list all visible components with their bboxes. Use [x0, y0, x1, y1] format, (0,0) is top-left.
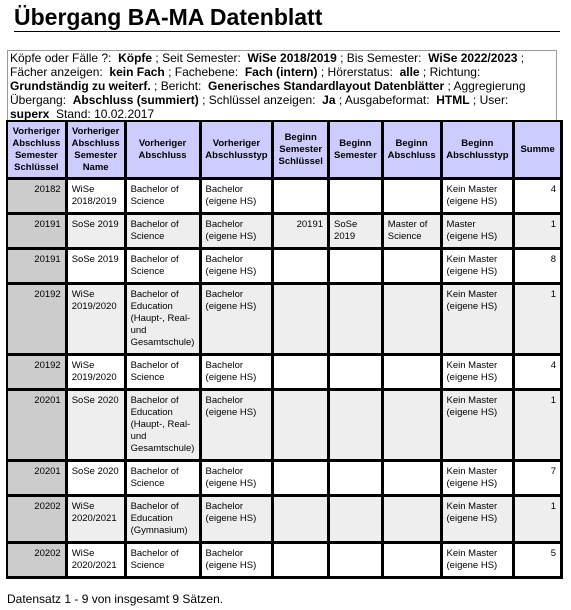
table-cell: 20201 [7, 390, 67, 461]
table-cell: Bachelor of Science [126, 214, 201, 249]
table-cell: 1 [514, 214, 562, 249]
table-cell: Bachelor of Science [126, 179, 201, 214]
param-label: Fachebene: [174, 65, 239, 79]
column-header: Vorheriger Abschlusstyp [201, 121, 274, 179]
param-label: Schlüssel anzeigen: [208, 93, 316, 107]
table-cell [383, 496, 442, 543]
table-cell: 8 [514, 249, 562, 284]
param-value: Abschluss (summiert) [72, 93, 199, 107]
table-cell [383, 461, 442, 496]
page-title: Übergang BA-MA Datenblatt [14, 3, 560, 32]
table-row [7, 284, 562, 355]
param-label: Seit Semester: [162, 51, 241, 65]
table-row [7, 496, 562, 543]
table-cell: SoSe 2019 [67, 249, 126, 284]
table-cell: Master (eigene HS) [442, 214, 515, 249]
table-cell: Bachelor of Education (Haupt-, Real- und Gesamtschule) [126, 284, 201, 355]
param-label: Ausgabeformat: [344, 93, 430, 107]
table-cell [273, 461, 329, 496]
table-cell [273, 355, 329, 390]
param-value: Fach (intern) [244, 65, 318, 79]
table-cell: Bachelor of Education (Gymnasium) [126, 496, 201, 543]
table-cell: Bachelor of Science [126, 249, 201, 284]
table-cell: 1 [514, 284, 562, 355]
results-table [6, 120, 563, 579]
table-cell: 4 [514, 355, 562, 390]
table-cell [329, 249, 383, 284]
table-row [7, 249, 562, 284]
table-cell: 20192 [7, 284, 67, 355]
table-cell [273, 543, 329, 578]
param-label: Bericht: [160, 79, 202, 93]
table-cell: 7 [514, 461, 562, 496]
param-label: Fächer anzeigen: [10, 65, 103, 79]
param-value: alle [399, 65, 420, 79]
param-label: Bis Semester: [346, 51, 422, 65]
param-value: kein Fach [109, 65, 165, 79]
column-header: Vorheriger Abschluss Semester Schlüssel [7, 121, 67, 179]
column-header: Beginn Semester [329, 121, 383, 179]
table-cell [329, 355, 383, 390]
column-header: Summe [514, 121, 562, 179]
param-label: Aggregierung Übergang: [10, 79, 526, 107]
param-value: Ja [322, 93, 336, 107]
param-label: Köpfe oder Fälle ?: [10, 51, 112, 65]
table-cell: Bachelor (eigene HS) [201, 284, 274, 355]
table-row [7, 355, 562, 390]
table-cell: Bachelor (eigene HS) [201, 496, 274, 543]
table-cell [383, 249, 442, 284]
table-cell: 20191 [7, 214, 67, 249]
table-cell [273, 496, 329, 543]
table-cell [329, 284, 383, 355]
table-row [7, 461, 562, 496]
table-cell: Kein Master (eigene HS) [442, 355, 515, 390]
table-cell: 5 [514, 543, 562, 578]
table-cell [383, 390, 442, 461]
table-cell: Bachelor (eigene HS) [201, 461, 274, 496]
table-cell: SoSe 2019 [67, 214, 126, 249]
table-cell: Bachelor (eigene HS) [201, 355, 274, 390]
param-value: superx [10, 107, 50, 121]
table-cell: 20202 [7, 496, 67, 543]
table-cell [329, 461, 383, 496]
table-cell [329, 496, 383, 543]
table-cell: Kein Master (eigene HS) [442, 179, 515, 214]
param-value: Generisches Standardlayout Datenblätter [208, 79, 445, 93]
param-label: Hörerstatus: [327, 65, 393, 79]
param-label: Stand: [56, 107, 91, 121]
table-cell: Bachelor (eigene HS) [201, 249, 274, 284]
table-cell [329, 179, 383, 214]
table-cell [273, 179, 329, 214]
table-cell: SoSe 2019 [329, 214, 383, 249]
table-cell: 20182 [7, 179, 67, 214]
table-cell: Bachelor of Science [126, 461, 201, 496]
report-parameters: Köpfe oder Fälle ?: Köpfe ; Seit Semester: WiSe 2018/2019 ; Bis Semester: WiSe 2022/2023 ; Fächer anzeigen: kein Fach ; Fachebene: Fach (intern) ; Hörerstatus: alle ; Richtung: Grundständig zu weiterf. ; Bericht: Generisches Standardlayout Datenblätter ; Aggregierung Übergang: Abschluss (summiert) ; Schlüssel anzeigen: Ja ; Ausgabeformat: HTML ; User: superx Stand: 10.02.2017 [7, 50, 557, 123]
table-cell: 20191 [273, 214, 329, 249]
table-cell: WiSe 2019/2020 [67, 284, 126, 355]
table-cell: SoSe 2020 [67, 390, 126, 461]
table-cell: Bachelor (eigene HS) [201, 179, 274, 214]
table-cell: Bachelor of Science [126, 355, 201, 390]
table-cell: 1 [514, 390, 562, 461]
column-header: Vorheriger Abschluss [126, 121, 201, 179]
table-cell: Kein Master (eigene HS) [442, 496, 515, 543]
table-header-row [7, 121, 562, 179]
column-header: Beginn Abschlusstyp [442, 121, 515, 179]
column-header: Vorheriger Abschluss Semester Name [67, 121, 126, 179]
table-cell: WiSe 2020/2021 [67, 543, 126, 578]
table-cell: WiSe 2020/2021 [67, 496, 126, 543]
table-cell [329, 543, 383, 578]
table-row [7, 390, 562, 461]
table-cell [329, 390, 383, 461]
table-cell: Kein Master (eigene HS) [442, 284, 515, 355]
table-cell: Bachelor of Science [126, 543, 201, 578]
table-cell: Bachelor (eigene HS) [201, 543, 274, 578]
table-cell [273, 284, 329, 355]
table-cell [383, 179, 442, 214]
table-cell: 20192 [7, 355, 67, 390]
table-cell: 4 [514, 179, 562, 214]
param-value: HTML [436, 93, 470, 107]
table-cell: Kein Master (eigene HS) [442, 390, 515, 461]
param-label: Richtung: [429, 65, 481, 79]
table-cell: 1 [514, 496, 562, 543]
param-label: User: [479, 93, 509, 107]
table-cell [273, 390, 329, 461]
param-value: WiSe 2022/2023 [428, 51, 518, 65]
table-cell: Kein Master (eigene HS) [442, 249, 515, 284]
table-cell: WiSe 2018/2019 [67, 179, 126, 214]
table-row [7, 214, 562, 249]
table-cell: 20201 [7, 461, 67, 496]
table-cell [273, 249, 329, 284]
param-value: Grundständig zu weiterf. [10, 79, 151, 93]
table-cell: Bachelor (eigene HS) [201, 390, 274, 461]
record-count: Datensatz 1 - 9 von insgesamt 9 Sätzen. [7, 592, 224, 606]
table-cell: Kein Master (eigene HS) [442, 543, 515, 578]
column-header: Beginn Abschluss [383, 121, 442, 179]
table-cell: Master of Science [383, 214, 442, 249]
table-row [7, 179, 562, 214]
column-header: Beginn Semester Schlüssel [273, 121, 329, 179]
table-cell: Bachelor (eigene HS) [201, 214, 274, 249]
table-row [7, 543, 562, 578]
table-cell: WiSe 2019/2020 [67, 355, 126, 390]
table-cell: Bachelor of Education (Haupt-, Real- und Gesamtschule) [126, 390, 201, 461]
table-cell: 20202 [7, 543, 67, 578]
param-value: WiSe 2018/2019 [247, 51, 337, 65]
param-value: Köpfe [118, 51, 153, 65]
table-cell [383, 543, 442, 578]
table-cell [383, 355, 442, 390]
table-cell: SoSe 2020 [67, 461, 126, 496]
table-cell [383, 284, 442, 355]
param-value: 10.02.2017 [94, 107, 155, 121]
table-cell: Kein Master (eigene HS) [442, 461, 515, 496]
table-cell: 20191 [7, 249, 67, 284]
